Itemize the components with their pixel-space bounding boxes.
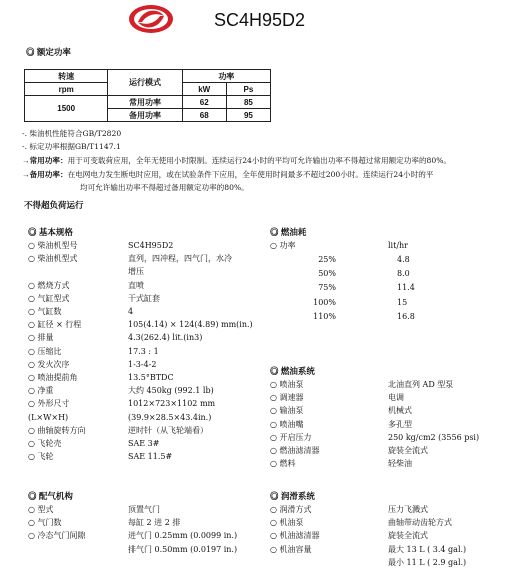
rated-power-table — [24, 69, 271, 122]
col-speed: 转速 — [25, 70, 108, 83]
definition-text: 用于可变载荷应用，全年无使用小时限制。连续运行24小时的平均可允许输出功率不得超过常用额定功率的80%。 — [67, 156, 452, 165]
spec-value: 干式缸套 — [128, 293, 160, 303]
spec-label: ○ 调速器 — [270, 393, 304, 403]
spec-value: 13.5°BTDC — [128, 373, 174, 382]
note: -. 标定功率根据GB/T1147.1 — [22, 142, 121, 151]
fuel-value: 16.8 — [397, 311, 415, 321]
mode-cell: 备用功率 — [108, 109, 182, 122]
spec-label: ○ 气缸数 — [28, 307, 62, 316]
fuel-load: 100% — [313, 297, 336, 307]
spec-label: ○ 飞轮 — [28, 452, 54, 462]
spec-value: 增压 — [128, 267, 144, 277]
ps-cell: 85 — [226, 96, 270, 109]
spec-label: ○ 柴油机型号 — [28, 241, 78, 250]
spec-label: ○ 输油泵 — [270, 406, 304, 416]
spec-label: ○ 燃烧方式 — [28, 280, 70, 290]
spec-label: ○ 喷油嘴 — [270, 419, 304, 429]
fuel-unit: lit/hr — [388, 241, 409, 250]
spec-value: 逆时针（从飞轮端看） — [128, 425, 208, 435]
fuel-value: 8.0 — [397, 269, 410, 279]
spec-value: 直列，四冲程，四气门，水冷 — [128, 254, 232, 264]
spec-label: ○ 机油容量 — [270, 544, 312, 554]
fuel-load: 75% — [318, 283, 336, 293]
note: -. 柴油机性能符合GB/T2820 — [22, 129, 122, 138]
spec-label: ○ 喷油提前角 — [28, 373, 78, 382]
unit-speed: rpm — [25, 83, 108, 96]
spec-label: ○ 喷油泵 — [270, 380, 304, 389]
spec-label: ○ 柴油机型式 — [28, 254, 78, 264]
spec-value: 105(4.14) × 124(4.89) mm(in.) — [128, 320, 253, 330]
spec-value: 大约 450kg (992.1 lb) — [128, 386, 214, 396]
spec-label: ○ 机油泵 — [270, 518, 304, 528]
definition-label: →常用功率： — [22, 156, 68, 165]
spec-label: ○ 净重 — [28, 386, 54, 396]
spec-value: 旋装全流式 — [388, 531, 428, 541]
definition-prime — [22, 154, 451, 167]
spec-label: ○ 飞轮壳 — [28, 439, 62, 448]
spec-value: 1-3-4-2 — [128, 359, 157, 369]
fuel-value: 4.8 — [397, 255, 410, 264]
spec-value: 最小 11 L ( 2.9 gal.) — [388, 557, 467, 567]
spec-value: 轻柴油 — [388, 459, 412, 469]
unit-ps: Ps — [226, 83, 270, 96]
fuel-load: 50% — [318, 269, 336, 279]
definition-label: →备用功率： — [22, 170, 68, 179]
lubrication-heading: ◎ 润滑系统 — [270, 491, 315, 501]
col-power: 功率 — [182, 70, 270, 83]
kw-cell: 68 — [182, 109, 226, 122]
spec-value: 北油直列 AD 型泵 — [388, 380, 454, 389]
table-row — [25, 96, 271, 109]
spec-label: ○ 型式 — [28, 505, 54, 514]
spec-value: 顶置气门 — [128, 505, 160, 514]
spec-value: 旋装全流式 — [388, 446, 428, 455]
spec-label: (L×W×H) — [28, 412, 69, 422]
spec-label: ○ 燃油滤清器 — [270, 446, 320, 455]
col-mode: 运行模式 — [108, 70, 182, 96]
spec-label: ○ 燃料 — [270, 459, 296, 469]
spec-value: 每缸 2 进 2 排 — [128, 518, 181, 528]
spec-value: 压力飞溅式 — [388, 505, 428, 514]
spec-value: 4 — [128, 307, 134, 316]
spec-label: ○ 开启压力 — [270, 432, 312, 442]
spec-value: 250 kg/cm2 (3556 psi) — [388, 432, 480, 442]
valve-system-heading: ◎ 配气机构 — [28, 491, 73, 501]
spec-label: ○ 排量 — [28, 333, 54, 343]
spec-value: 17.3 : 1 — [128, 346, 159, 356]
spec-label: ○ 发火次序 — [28, 359, 70, 369]
mode-cell: 常用功率 — [108, 96, 182, 109]
spec-label: ○ 气门数 — [28, 518, 62, 528]
fuel-power-label: ○ 功率 — [270, 241, 296, 250]
unit-kw: kW — [182, 83, 226, 96]
fuel-system-heading: ◎ 燃油系统 — [270, 366, 315, 376]
spec-label: ○ 冷态气门间隙 — [28, 531, 86, 541]
definition-standby — [22, 168, 433, 181]
spec-label: ○ 外形尺寸 — [28, 399, 70, 409]
spec-value: 排气门 0.50mm (0.0197 in.) — [128, 544, 238, 554]
spec-value: SC4H95D2 — [128, 241, 174, 250]
brand-logo — [128, 4, 174, 34]
spec-value: 机械式 — [388, 406, 412, 416]
spec-label: ○ 压缩比 — [28, 346, 62, 356]
definition-text: 在电网电力发生断电时应用，或在试验条件下应用，全年使用时间最多不超过200小时。连续运行24小时的平 — [67, 170, 434, 179]
spec-label: ○ 缸径 × 行程 — [28, 320, 82, 330]
definition-text-cont: 均可允许输出功率不得超过备用额定功率的80%。 — [80, 183, 249, 192]
logo-icon — [128, 4, 174, 34]
spec-label: ○ 润滑方式 — [270, 505, 312, 514]
overload-warning: 不得超负荷运行 — [24, 200, 84, 210]
spec-value: SAE 11.5# — [128, 452, 173, 462]
spec-value: 多孔型 — [388, 419, 412, 429]
spec-value: 4.3(262.4) lit.(in3) — [128, 333, 203, 343]
basic-specs-heading: ◎ 基本规格 — [28, 227, 73, 237]
speed-value: 1500 — [25, 96, 108, 122]
fuel-value: 15 — [397, 297, 408, 307]
spec-label: ○ 曲轴旋转方向 — [28, 425, 86, 435]
ps-cell: 95 — [226, 109, 270, 122]
spec-label: ○ 气缸型式 — [28, 293, 70, 303]
spec-value: 1012×723×1102 mm — [128, 399, 216, 409]
spec-value: 直喷 — [128, 280, 144, 290]
spec-label: ○ 机油滤清器 — [270, 531, 320, 541]
rated-power-heading: ◎ 额定功率 — [26, 47, 71, 57]
fuel-value: 11.4 — [397, 283, 415, 293]
fuel-load: 25% — [318, 255, 336, 264]
spec-value: 进气门 0.25mm (0.0099 in.) — [128, 531, 238, 541]
spec-value: 曲轴带动齿轮方式 — [388, 518, 452, 528]
model-title: SC4H95D2 — [214, 10, 306, 30]
spec-value: SAE 3# — [128, 439, 160, 448]
fuel-load: 110% — [313, 311, 336, 321]
kw-cell: 62 — [182, 96, 226, 109]
fuel-consumption-heading: ◎ 燃油耗 — [270, 227, 307, 237]
spec-value: 最大 13 L ( 3.4 gal.) — [388, 544, 467, 554]
spec-value: (39.9×28.5×43.4in.) — [128, 412, 212, 422]
spec-value: 电调 — [388, 393, 404, 403]
